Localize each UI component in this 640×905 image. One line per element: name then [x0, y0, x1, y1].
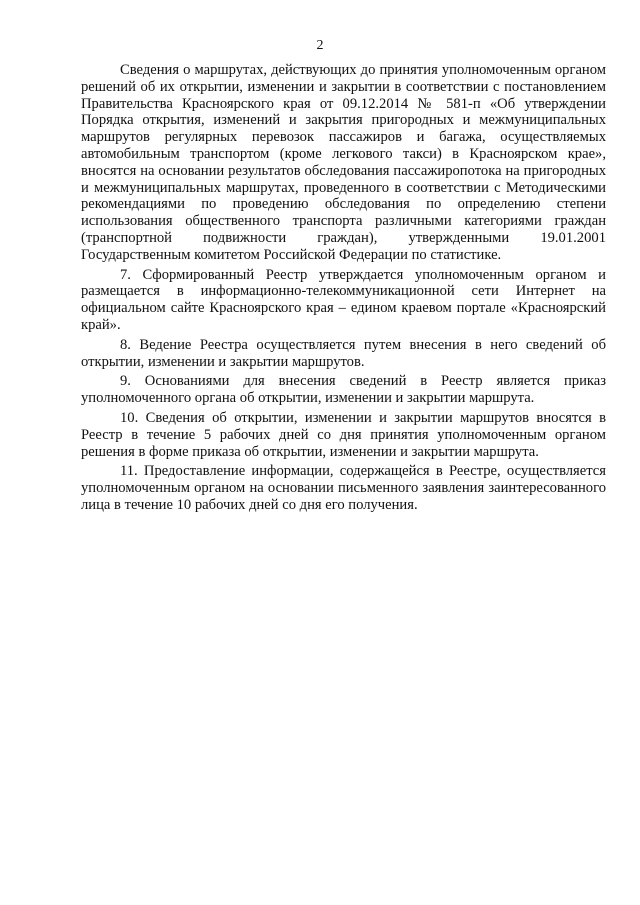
paragraph-11: 11. Предоставление информации, содержащейся в Реестре, осуществляется уполномоченным органом на основании письменного заявления заинтересованного лица в течение 10 рабочих дней со дня его получения.	[81, 463, 606, 513]
paragraph-10: 10. Сведения об открытии, изменении и закрытии маршрутов вносятся в Реестр в течение 5 рабочих дней со дня принятия уполномоченным органом решения в форме приказа об открытии, изменении и закрытии маршрута.	[81, 409, 606, 460]
paragraph-7: 7. Сформированный Реестр утверждается уполномоченным органом и размещается в информационно-телекоммуникационной сети Интернет на официальном сайте Красноярского края – едином краевом портале «Красноярский край».	[81, 266, 606, 333]
paragraph-route-info: Сведения о маршрутах, действующих до принятия уполномоченным органом решений об их открытии, изменении и закрытии в соответствии с постановлением Правительства Красноярского края от 09.12.2014 № 581-п «Об утверждении Порядка открытия, изменений и закрытия пригородных и межмуниципальных маршрутов регулярных перевозок пассажиров и багажа, осуществляемых автомобильным транспортом (кроме легкового такси) в Красноярском крае», вносятся на основании результатов обследования пассажиропотока на пригородных и межмуниципальных маршрутах, проведенного в соответствии с Методическими рекомендациями по проведению обследования по определению степени использования общественного транспорта различными категориями граждан (транспортной подвижности граждан), утвержденными 19.01.2001 Государственным комитетом Российской Федерации по статистике.	[81, 62, 606, 263]
document-body	[81, 62, 606, 514]
page-number: 2	[316, 38, 324, 53]
paragraph-8: 8. Ведение Реестра осуществляется путем внесения в него сведений об открытии, изменении и закрытии маршрутов.	[81, 336, 606, 370]
paragraph-9: 9. Основаниями для внесения сведений в Реестр является приказ уполномоченного органа об открытии, изменении и закрытии маршрута.	[81, 373, 606, 407]
